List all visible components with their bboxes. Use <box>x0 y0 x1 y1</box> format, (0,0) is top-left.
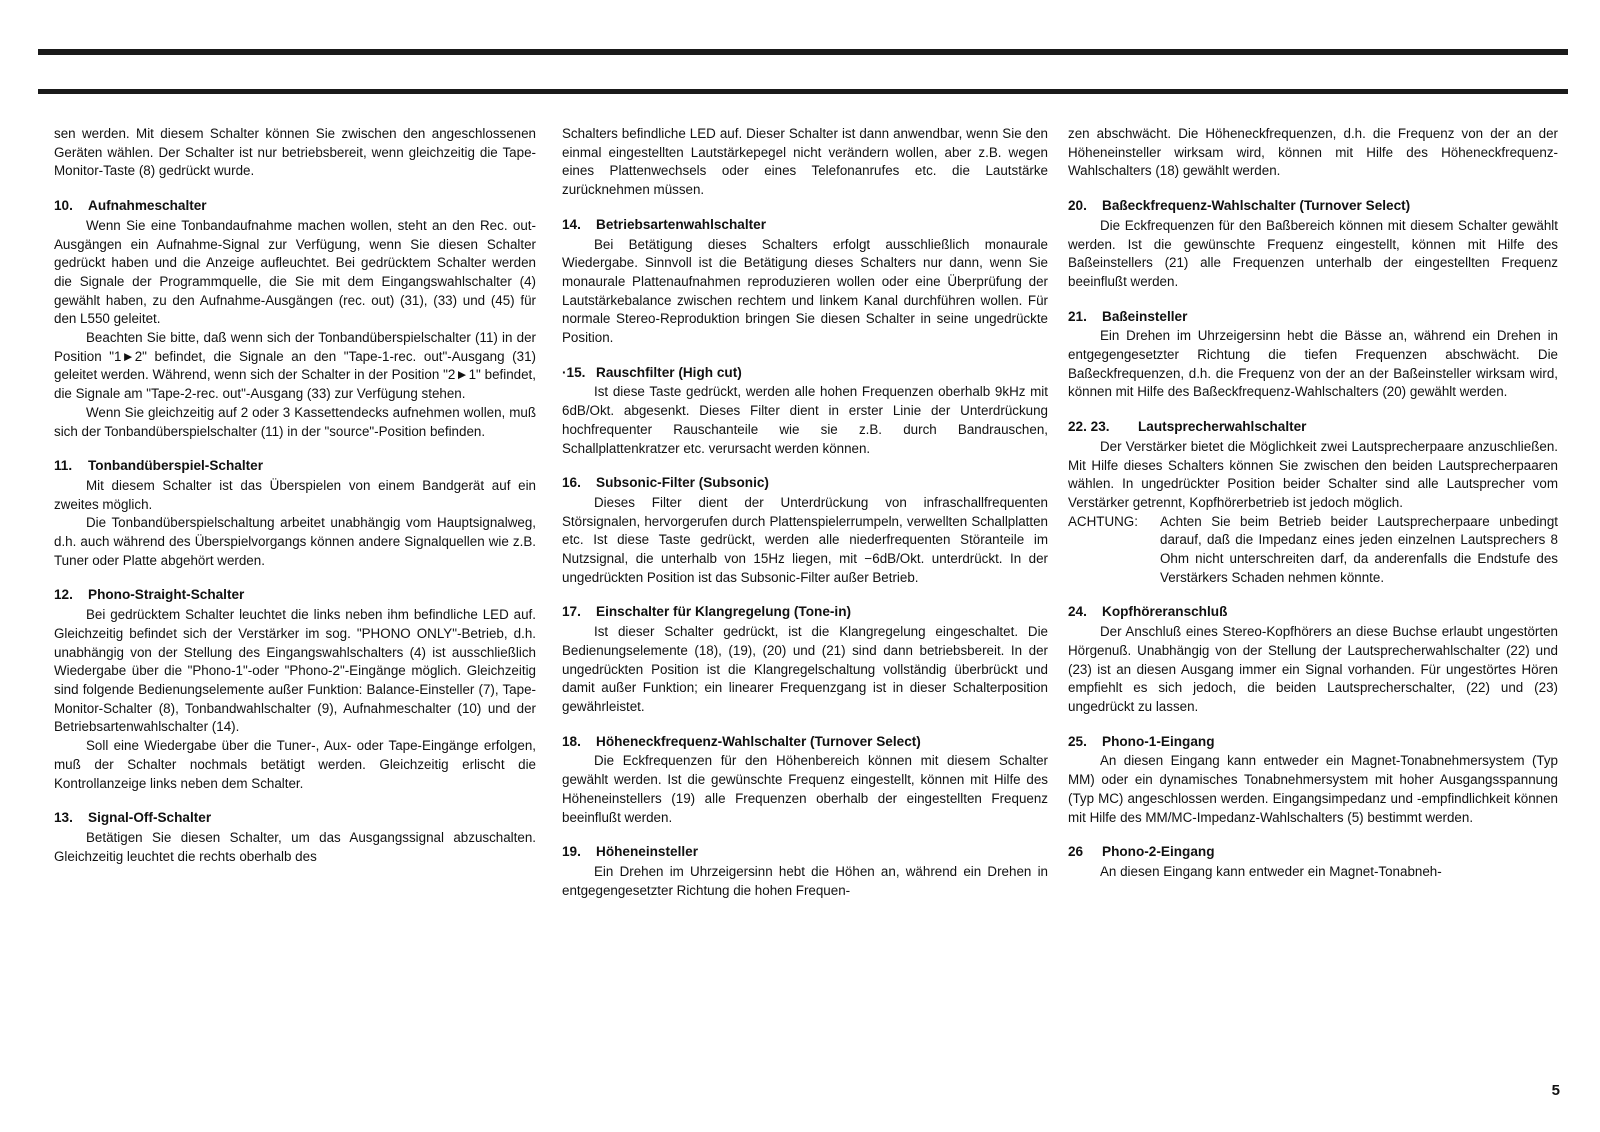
section <box>1068 843 1558 881</box>
section-heading <box>54 586 536 605</box>
section-number: 21. <box>1068 308 1087 324</box>
paragraph: Dieses Filter dient der Unterdrückung von infraschallfrequenten Störsignalen, hervorgerufen durch Plattenspielerrumpeln, verwellten Schallplatten etc. Ist diese Taste gedrückt, werden alle niederfrequenten Störanteile im Nutzsignal, die unterhalb von 15Hz liegen, mit −6dB/Okt. unterdrückt. In der ungedrückten Position ist das Subsonic-Filter außer Betrieb. <box>562 494 1048 585</box>
section-title: Einschalter für Klangregelung (Tone-in) <box>596 604 852 620</box>
section-number: 20. <box>1068 198 1087 214</box>
paragraph: zen abschwächt. Die Höheneckfrequenzen, d.h. die Frequenz von der an der Höheneinsteller wirksam wird, können mit Hilfe des Höheneckfrequenz-Wahlschalters (18) gewählt werden. <box>1068 126 1558 179</box>
section <box>1068 197 1558 292</box>
section-number: 19. <box>562 844 581 860</box>
continuation-text <box>562 125 1048 200</box>
section-number: 11. <box>54 458 73 474</box>
section-title: Subsonic-Filter (Subsonic) <box>596 475 769 491</box>
section <box>54 586 536 793</box>
top-rule <box>38 49 1568 55</box>
column-3 <box>1068 125 1558 882</box>
section <box>562 733 1048 828</box>
section-title: Aufnahmeschalter <box>88 198 207 214</box>
paragraph: Der Verstärker bietet die Möglichkeit zwei Lautsprecherpaare anzuschließen. Mit Hilfe dieses Schalters können Sie zwischen den beiden Lautsprecherpaaren wählen. In ungedrückter Position beider Schalter sind alle Lautsprecher vom Verstärker getrennt, Kopfhörerbetrieb ist jedoch möglich. <box>1068 438 1558 510</box>
section-number: 16. <box>562 475 581 491</box>
paragraph: Ein Drehen im Uhrzeigersinn hebt die Bässe an, während ein Drehen in entgegengesetzter Richtung die tiefen Frequenzen abschwächt. Die Baßeckfrequenzen, d.h. die Frequenz von der an der Baßeinsteller wirksam wird, können mit Hilfe des Baßeckfrequenz-Wahlschalters (20) gewählt werden. <box>1068 328 1558 400</box>
paragraph: Wenn Sie gleichzeitig auf 2 oder 3 Kassettendecks aufnehmen wollen, muß sich der Tonbandüberspielschalter (11) in der "source"-Position befinden. <box>54 404 536 439</box>
paragraph: Ist dieser Schalter gedrückt, ist die Klangregelung eingeschaltet. Die Bedienungselemente (18), (19), (20) und (21) sind dann betriebsbereit. In der ungedrückten Position ist die Klangregelschaltung vollständig überbrückt und damit außer Funktion; ein linearer Frequenzgang ist in dieser Schalterposition gewährleistet. <box>562 624 1048 714</box>
section <box>562 603 1048 716</box>
section-title: Betriebsartenwahlschalter <box>596 216 766 232</box>
paragraph: Schalters befindliche LED auf. Dieser Schalter ist dann anwendbar, wenn Sie den einmal eingestellten Lautstärkepegel nicht verändern wollen, aber z.B. wegen eines Plattenwechsels oder eines Telefonanrufes etc. die Lautstärke zurücknehmen müssen. <box>562 126 1048 198</box>
continuation-text <box>54 125 536 181</box>
section <box>1068 603 1558 716</box>
section-number: ·15. <box>562 364 586 380</box>
section-number: 17. <box>562 604 581 620</box>
section-number: 24. <box>1068 604 1087 620</box>
section-title: Höheneinsteller <box>596 844 698 860</box>
section-heading <box>1068 197 1558 216</box>
section <box>54 809 536 866</box>
section <box>562 216 1048 348</box>
section-number: 22. 23. <box>1068 419 1110 435</box>
section-title: Höheneckfrequenz-Wahlschalter (Turnover Select) <box>596 733 921 749</box>
second-rule <box>38 89 1568 94</box>
paragraph: Die Tonbandüberspielschaltung arbeitet unabhängig vom Hauptsignalweg, d.h. auch während des Überspielvorgangs können andere Signalquellen wie z.B. Tuner oder Platte abgehört werden. <box>54 515 536 568</box>
section-title: Tonbandüberspiel-Schalter <box>88 458 263 474</box>
section-number: 26 <box>1068 844 1084 860</box>
section <box>1068 733 1558 828</box>
paragraph: Betätigen Sie diesen Schalter, um das Ausgangssignal abzuschalten. Gleichzeitig leuchtet die rechts oberhalb des <box>54 829 536 864</box>
warning-text: Achten Sie beim Betrieb beider Lautsprecherpaare unbedingt darauf, daß die Impedanz eines jeden einzelnen Lautsprechers 8 Ohm nicht unterschreiten darf, da anderenfalls die Endstufe des Verstärkers Schaden nehmen könnte. <box>1160 513 1558 585</box>
paragraph: Soll eine Wiedergabe über die Tuner-, Aux- oder Tape-Eingänge erfolgen, muß der Schalter nochmals betätigt werden. Gleichzeitig erlischt die Kontrollanzeige links neben dem Schalter. <box>54 738 536 791</box>
paragraph: Wenn Sie eine Tonbandaufnahme machen wollen, steht an den Rec. out-Ausgängen ein Aufnahme-Signal zur Verfügung, wenn Sie diesen Schalter gedrückt haben und die Anzeige aufleuchtet. Bei gedrücktem Schalter werden die Signale der Programmquelle, die Sie mit dem Eingangswahlschalter (4) gewählt haben, zu den Aufnahme-Ausgängen (rec. out) (31), (33) und (45) für den L550 geleitet. <box>54 217 536 327</box>
paragraph: sen werden. Mit diesem Schalter können Sie zwischen den angeschlossenen Geräten wählen. Der Schalter ist nur betriebsbereit, wenn gleichzeitig die Tape-Monitor-Taste (8) gedrückt wurde. <box>54 126 536 179</box>
paragraph: Der Anschluß eines Stereo-Kopfhörers an diese Buchse erlaubt ungestörten Hörgenuß. Unabhängig von der Stellung der Lautsprecherwahlschalter (22) und (23) ist an diesen Ausgang immer ein Signal vorhanden. Für ungestörtes Hören empfiehlt es sich jedoch, die beiden Lautsprecherschalter, (22) und (23) ungedrückt zu lassen. <box>1068 624 1558 714</box>
section-heading <box>54 809 536 828</box>
section <box>1068 418 1558 587</box>
section <box>54 457 536 570</box>
section-title: Lautsprecherwahlschalter <box>1138 419 1307 435</box>
section-number: 12. <box>54 587 73 603</box>
section-title: Kopfhöreranschluß <box>1102 604 1228 620</box>
page-number: 5 <box>1551 1082 1560 1099</box>
section-heading <box>54 457 536 476</box>
paragraph: An diesen Eingang kann entweder ein Magnet-Tonabnehmersystem (Typ MM) oder ein dynamisches Tonabnehmersystem mit hoher Ausgangsspannung (Typ MC) angeschlossen werden. Eingangsimpedanz und -empfindlichkeit können mit Hilfe des MM/MC-Impedanz-Wahlschalters (5) bestimmt werden. <box>1068 753 1558 825</box>
section-number: 18. <box>562 733 581 749</box>
section-number: 13. <box>54 810 73 826</box>
section-number: 10. <box>54 198 73 214</box>
column-2 <box>562 125 1048 900</box>
section-title: Baßeckfrequenz-Wahlschalter (Turnover Select) <box>1102 198 1411 214</box>
section <box>1068 308 1558 403</box>
section-number: 14. <box>562 216 581 232</box>
warning-note <box>1068 513 1558 588</box>
section-heading <box>54 197 536 216</box>
section <box>562 843 1048 900</box>
column-1 <box>54 125 536 866</box>
section-heading <box>1068 843 1558 862</box>
section-heading <box>562 843 1048 862</box>
section <box>562 474 1048 587</box>
section-heading <box>562 733 1048 752</box>
paragraph: Beachten Sie bitte, daß wenn sich der Tonbandüberspielschalter (11) in der Position "1►2" befindet, die Signale an den "Tape-1-rec. out"-Ausgang (31) geleitet werden. Während, wenn sich der Schalter in der Position "2►1" befindet, die Signale am "Tape-2-rec. out"-Ausgang (33) zur Verfügung stehen. <box>54 330 536 402</box>
paragraph: Ein Drehen im Uhrzeigersinn hebt die Höhen an, während ein Drehen in entgegengesetzter Richtung die hohen Frequen- <box>562 863 1048 898</box>
section-heading <box>562 216 1048 235</box>
section-title: Baßeinsteller <box>1102 308 1188 324</box>
paragraph: Bei Betätigung dieses Schalters erfolgt ausschließlich monaurale Wiedergabe. Sinnvoll ist die Betätigung dieses Schalters nur dann, wenn Sie monaurale Plattenaufnahmen reproduzieren wollen oder eine Überprüfung der Lautstärkebalance zwischen rechtem und linkem Kanal durchführen wollen. Für normale Stereo-Reproduktion bringen Sie diesen Schalter in seine ungedrückte Position. <box>562 236 1048 346</box>
warning-label: ACHTUNG: <box>1068 513 1138 529</box>
section-heading <box>562 603 1048 622</box>
section-heading <box>562 474 1048 493</box>
section-number: 25. <box>1068 733 1087 749</box>
paragraph: Mit diesem Schalter ist das Überspielen von einem Bandgerät auf ein zweites möglich. <box>54 477 536 512</box>
section-heading <box>1068 603 1558 622</box>
section-title: Phono-2-Eingang <box>1102 844 1215 860</box>
continuation-text <box>1068 125 1558 181</box>
section-title: Rauschfilter (High cut) <box>596 364 742 380</box>
section-heading <box>1068 308 1558 327</box>
section-title: Phono-1-Eingang <box>1102 733 1215 749</box>
paragraph: Ist diese Taste gedrückt, werden alle hohen Frequenzen oberhalb 9kHz mit 6dB/Okt. abgesenkt. Dieses Filter dient in erster Linie der Unterdrückung hochfrequenter Rauschanteile wie sie z.B. durch Bandrauschen, Schallplattenkratzer etc. verursacht werden können. <box>562 384 1048 456</box>
section-heading <box>1068 418 1558 437</box>
section <box>54 197 536 441</box>
section-title: Signal-Off-Schalter <box>88 810 212 826</box>
paragraph: Bei gedrücktem Schalter leuchtet die links neben ihm befindliche LED auf. Gleichzeitig befindet sich der Verstärker im sog. "PHONO ONLY"-Betrieb, d.h. unabhängig von der Stellung des Eingangswahlschalters (4) ist ausschließlich Wiedergabe über die "Phono-1"-oder "Phono-2"-Eingänge möglich. Gleichzeitig sind folgende Bedienungselemente außer Funktion: Balance-Einsteller (7), Tape-Monitor-Schalter (8), Tonbandwahlschalter (9), Aufnahmeschalter (10) und der Betriebsartenwahlschalter (14). <box>54 607 536 735</box>
paragraph: Die Eckfrequenzen für den Höhenbereich können mit diesem Schalter gewählt werden. Ist die gewünschte Frequenz eingestellt, können mit Hilfe des Höheneinstellers (19) alle Frequenzen oberhalb der eingestellten Frequenz beeinflußt werden. <box>562 753 1048 825</box>
section <box>562 364 1048 459</box>
section-title: Phono-Straight-Schalter <box>88 587 245 603</box>
paragraph: An diesen Eingang kann entweder ein Magnet-Tonabneh- <box>1100 863 1442 879</box>
paragraph: Die Eckfrequenzen für den Baßbereich können mit diesem Schalter gewählt werden. Ist die gewünschte Frequenz eingestellt, können mit Hilfe des Baßeinstellers (21) alle Frequenzen unterhalb der eingestellten Frequenz beeinflußt werden. <box>1068 217 1558 289</box>
section-heading <box>562 364 1048 383</box>
section-heading <box>1068 733 1558 752</box>
